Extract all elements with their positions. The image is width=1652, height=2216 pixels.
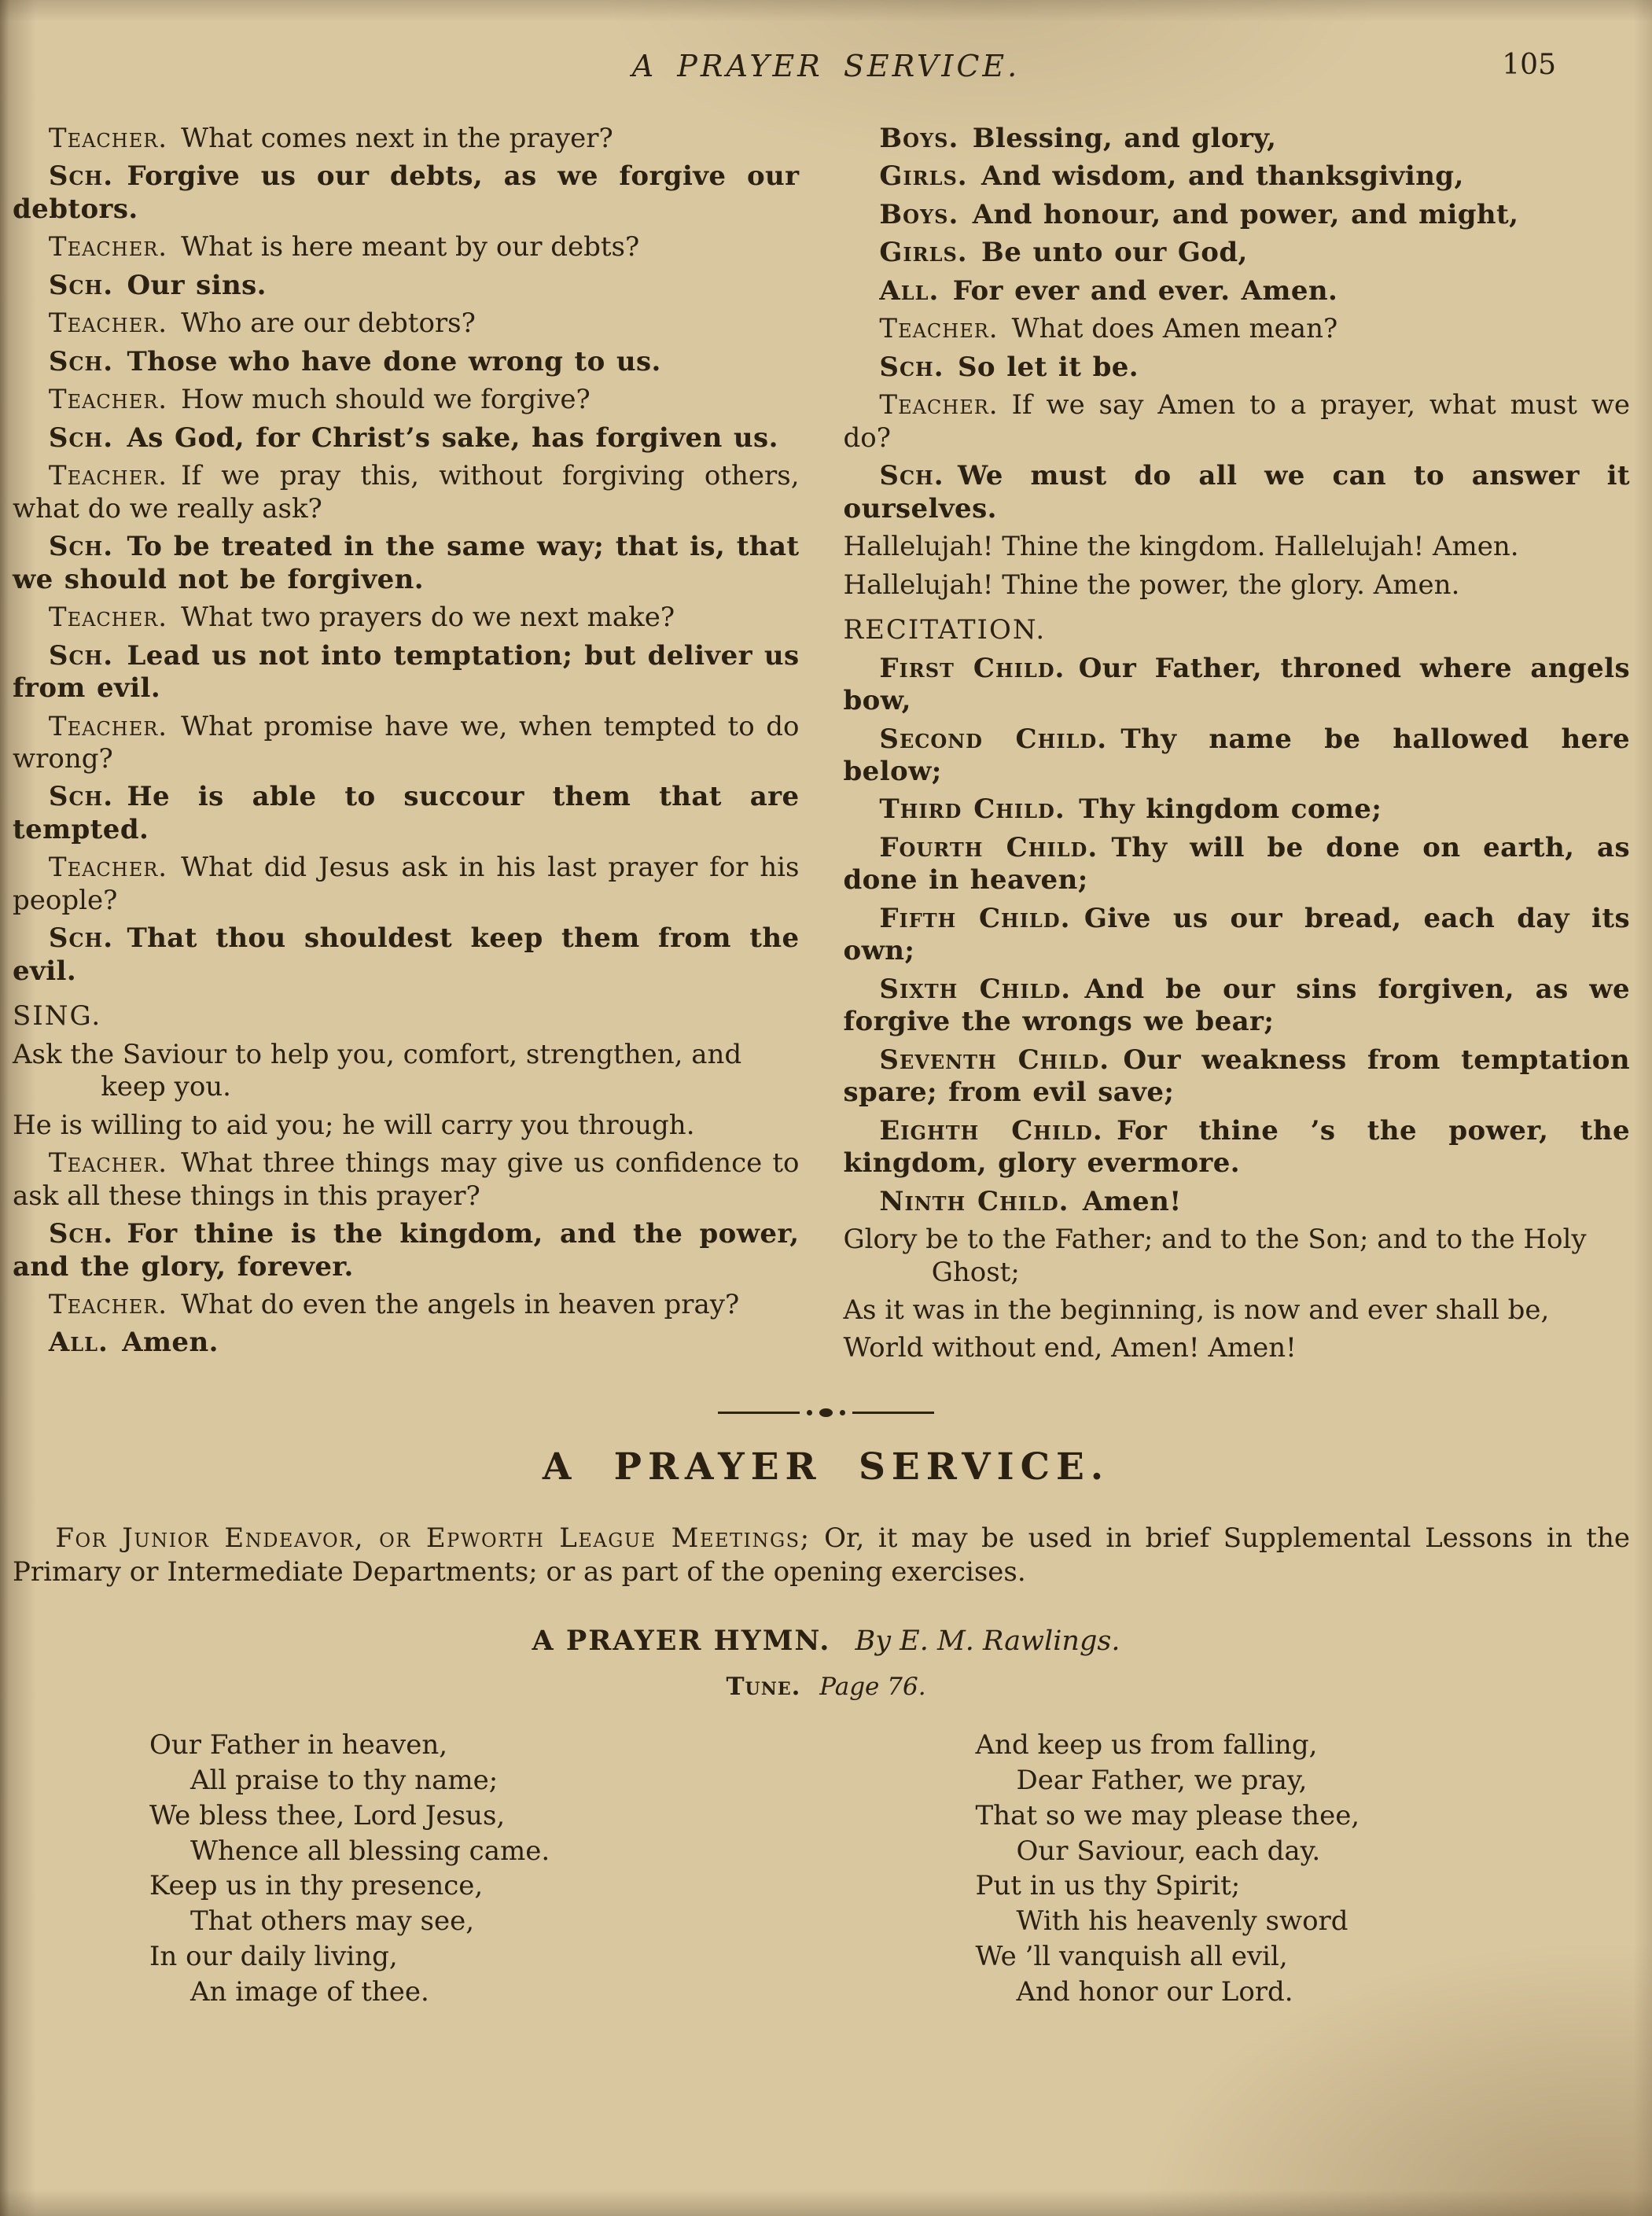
hymn-line: That so we may please thee,: [975, 1799, 1360, 1831]
subheading: RECITATION.: [843, 614, 1047, 646]
dialogue-line: Girls. Be unto our God,: [879, 237, 1248, 269]
dialogue-line: Sch. So let it be.: [879, 351, 1139, 383]
speaker-label: Boys.: [879, 123, 959, 154]
speaker-label: Teacher.: [48, 710, 168, 742]
dialogue-line: Sch. As God, for Christ’s sake, has forgiven us.: [48, 421, 778, 454]
dialogue-line: All. Amen.: [48, 1327, 219, 1359]
hymn-line: Put in us thy Spirit;: [975, 1870, 1241, 1902]
verse-line: Ask the Saviour to help you, comfort, strengthen, and keep you.: [13, 1038, 742, 1103]
hymn-line: Whence all blessing came.: [190, 1835, 550, 1867]
speaker-label: Third Child.: [879, 793, 1065, 826]
dialogue-line: Sch. That thou shouldest keep them from the evil.: [13, 922, 800, 987]
dialogue-line: Teacher. Who are our debtors?: [48, 307, 476, 340]
hymn-line: Our Father in heaven,: [149, 1728, 448, 1761]
dialogue-line: Teacher. If we pray this, without forgiving others, what do we really ask?: [13, 460, 800, 525]
dialogue-line: Sch. For thine is the kingdom, and the power, and the glory, forever.: [13, 1218, 800, 1283]
dialogue-line: Fifth Child. Give us our bread, each day its own;: [843, 902, 1631, 967]
hymn-line: An image of thee.: [190, 1976, 429, 2008]
page-header: [0, 0, 1652, 83]
dialogue-line: Sixth Child. And be our sins forgiven, as we forgive the wrongs we bear;: [843, 973, 1630, 1038]
hymn-section: [0, 1728, 1652, 2010]
dialogue-line: Sch. Lead us not into temptation; but deliver us from evil.: [13, 639, 800, 705]
divider-dot-small-right: [840, 1410, 845, 1415]
speaker-label: Teacher.: [48, 1289, 168, 1320]
speaker-label: Teacher.: [48, 852, 168, 884]
dialogue-line: Teacher. How much should we forgive?: [48, 384, 591, 416]
speaker-label: Teacher.: [48, 307, 168, 340]
hymn-line: We bless thee, Lord Jesus,: [149, 1799, 506, 1831]
divider-dot-small-left: [807, 1410, 812, 1415]
subheading: SING.: [13, 1000, 102, 1033]
speaker-label: Sch.: [48, 781, 114, 813]
section-divider: [0, 1408, 1652, 1417]
dialogue-line: First Child. Our Father, throned where angels bow,: [843, 652, 1630, 717]
hymn-line: Dear Father, we pray,: [1016, 1764, 1308, 1796]
speaker-label: Sch.: [48, 345, 114, 377]
dialogue-line: Boys. Blessing, and glory,: [879, 123, 1277, 154]
intro-paragraph: [0, 1522, 1652, 1590]
tune-label: Tune.: [726, 1672, 801, 1701]
dialogue-line: Sch. Forgive us our debts, as we forgive our debtors.: [13, 160, 800, 225]
speaker-label: Teacher.: [879, 313, 999, 345]
intro-rest: Or, it may be used in brief Supplemental Lessons in the Primary or Intermediate Departments; or as part of the opening exercises.: [13, 1522, 1630, 1588]
hymn-title: A PRAYER HYMN.: [532, 1624, 831, 1657]
verse-line: Hallelujah! Thine the power, the glory. Amen.: [843, 569, 1460, 601]
speaker-label: Teacher.: [48, 1147, 168, 1180]
dialogue-line: Ninth Child. Amen!: [879, 1185, 1182, 1217]
hymn-line: Our Saviour, each day.: [1016, 1835, 1321, 1867]
divider-rule-right: [852, 1412, 934, 1414]
section-title: A PRAYER SERVICE.: [542, 1445, 1110, 1489]
dialogue-line: Sch. We must do all we can to answer it ourselves.: [843, 460, 1630, 525]
hymn-right-column: [826, 1728, 1652, 2010]
dialogue-line: Third Child. Thy kingdom come;: [879, 793, 1382, 826]
dialogue-line: Teacher. What promise have we, when tempted to do wrong?: [13, 710, 800, 775]
dialogue-line: Teacher. What do even the angels in heaven pray?: [48, 1289, 740, 1320]
dialogue-line: Teacher. If we say Amen to a prayer, what must we do?: [843, 389, 1630, 454]
speaker-label: First Child.: [879, 652, 1065, 684]
hymn-line: All praise to thy name;: [190, 1764, 499, 1796]
tune-value: Page 76.: [819, 1672, 926, 1701]
hymn-line: Keep us in thy presence,: [149, 1870, 484, 1902]
speaker-label: Sch.: [48, 1218, 114, 1250]
verse-line: He is willing to aid you; he will carry you through.: [13, 1109, 695, 1141]
speaker-label: Ninth Child.: [879, 1185, 1069, 1217]
dialogue-line: Eighth Child. For thine ’s the power, the kingdom, glory evermore.: [843, 1114, 1630, 1180]
dialogue-line: Second Child. Thy name be hallowed here below;: [843, 723, 1630, 787]
speaker-label: Sch.: [879, 460, 944, 492]
dialogue-line: Teacher. What two prayers do we next make?: [48, 602, 675, 634]
dialogue-line: Teacher. What three things may give us confidence to ask all these things in this prayer?: [13, 1147, 800, 1212]
verse-line: World without end, Amen! Amen!: [843, 1332, 1297, 1364]
speaker-label: Sch.: [48, 160, 114, 193]
tune-line: [0, 1673, 1652, 1701]
speaker-label: Teacher.: [879, 389, 999, 421]
dialogue-right-column: [844, 123, 1631, 1371]
speaker-label: Sch.: [48, 269, 114, 301]
divider-ornament-dot: [819, 1408, 833, 1417]
speaker-label: Sch.: [48, 639, 114, 672]
speaker-label: Fifth Child.: [879, 902, 1071, 934]
speaker-label: Teacher.: [48, 384, 168, 416]
dialogue-line: Boys. And honour, and power, and might,: [879, 198, 1519, 230]
speaker-label: Boys.: [879, 198, 959, 230]
speaker-label: Teacher.: [48, 602, 168, 634]
speaker-label: Sixth Child.: [879, 973, 1072, 1005]
speaker-label: Sch.: [879, 351, 944, 383]
hymn-title-line: [0, 1625, 1652, 1657]
intro-lead: For Junior Endeavor, or Epworth League Meetings;: [55, 1522, 811, 1554]
hymn-line: That others may see,: [190, 1905, 475, 1938]
speaker-label: Teacher.: [48, 231, 168, 263]
speaker-label: Eighth Child.: [879, 1114, 1103, 1147]
speaker-label: Teacher.: [48, 460, 168, 492]
page-number: 105: [1502, 49, 1556, 81]
speaker-label: All.: [48, 1327, 109, 1359]
speaker-label: Girls.: [879, 160, 968, 193]
speaker-label: All.: [879, 274, 940, 307]
hymn-left-column: [0, 1728, 826, 2010]
dialogue-line: Sch. Our sins.: [48, 269, 267, 301]
dialogue-line: Sch. To be treated in the same way; that is, that we should not be forgiven.: [13, 531, 800, 595]
dialogue-left-column: [13, 123, 800, 1371]
hymn-byline: By E. M. Rawlings.: [855, 1625, 1120, 1657]
hymn-line: We ’ll vanquish all evil,: [975, 1941, 1288, 1973]
verse-line: As it was in the beginning, is now and ever shall be,: [843, 1294, 1550, 1326]
dialogue-line: All. For ever and ever. Amen.: [879, 274, 1338, 307]
dialogue-line: Teacher. What is here meant by our debts?: [48, 231, 640, 263]
verse-line: Glory be to the Father; and to the Son; and to the Holy Ghost;: [843, 1224, 1587, 1288]
speaker-label: Second Child.: [879, 723, 1108, 755]
hymn-line: With his heavenly sword: [1016, 1905, 1348, 1938]
dialogue-line: Teacher. What comes next in the prayer?: [48, 123, 613, 154]
dialogue-section: [0, 83, 1652, 1371]
dialogue-line: Teacher. What did Jesus ask in his last prayer for his people?: [13, 852, 800, 916]
dialogue-line: Fourth Child. Thy will be done on earth, as done in heaven;: [843, 831, 1630, 896]
dialogue-line: Sch. Those who have done wrong to us.: [48, 345, 661, 377]
dialogue-line: Teacher. What does Amen mean?: [879, 313, 1338, 345]
speaker-label: Sch.: [48, 421, 114, 454]
speaker-label: Sch.: [48, 531, 114, 563]
running-title: A PRAYER SERVICE.: [631, 49, 1021, 83]
speaker-label: Teacher.: [48, 123, 168, 154]
divider-rule-left: [718, 1412, 800, 1414]
hymn-line: And honor our Lord.: [1016, 1976, 1293, 2008]
hymn-line: In our daily living,: [149, 1941, 398, 1973]
dialogue-line: Girls. And wisdom, and thanksgiving,: [879, 160, 1464, 193]
speaker-label: Seventh Child.: [879, 1044, 1110, 1076]
speaker-label: Girls.: [879, 237, 968, 269]
dialogue-line: Sch. He is able to succour them that are tempted.: [13, 781, 800, 845]
verse-line: Hallelujah! Thine the kingdom. Hallelujah! Amen.: [843, 531, 1519, 563]
speaker-label: Fourth Child.: [879, 831, 1098, 863]
hymn-line: And keep us from falling,: [975, 1728, 1318, 1761]
speaker-label: Sch.: [48, 922, 114, 955]
dialogue-line: Seventh Child. Our weakness from temptation spare; from evil save;: [843, 1044, 1630, 1109]
